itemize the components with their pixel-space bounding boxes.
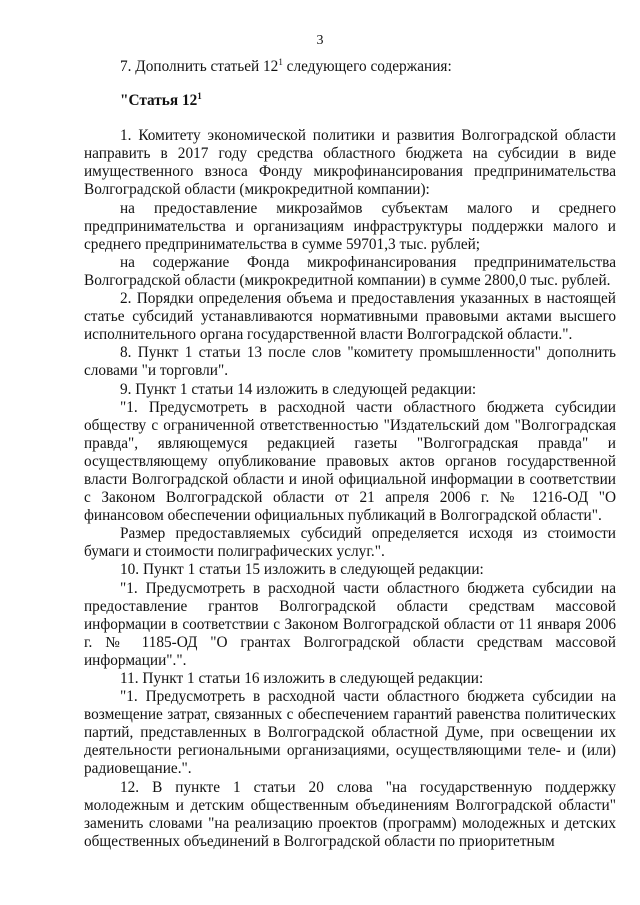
paragraph-item-12: 12. В пункте 1 статьи 20 слова "на государственную поддержку молодежным и детским общественным объединениям Волгоградской области" заменить словами "на реализацию проектов (программ) молодежных и детских общественных объединений в Волгоградской области по приоритетным — [84, 778, 616, 850]
paragraph-microloans: на предоставление микрозаймов субъектам малого и среднего предпринимательства и организациям инфраструктуры поддержки малого и среднего предпринимательства в сумме 59701,3 тыс. рублей; — [84, 199, 616, 253]
paragraph-item-10: 10. Пункт 1 статьи 15 изложить в следующей редакции: — [120, 561, 484, 579]
paragraph-item-10-text: "1. Предусмотреть в расходной части областного бюджета субсидии на предоставление грантов Волгоградской области средствам массовой информации в соответствии с Законом Волгоградской области от 11 января 2006 г. № 1185-ОД "О грантах Волгоградской области средствам массовой информации".". — [84, 579, 616, 669]
paragraph-item-11: 11. Пункт 1 статьи 16 изложить в следующей редакции: — [120, 670, 484, 687]
paragraph-item-9-text: "1. Предусмотреть в расходной части областного бюджета субсидии обществу с ограниченной ответственностью "Издательский дом "Волгоградская правда", являющемуся редакцией газеты "Волгоградская правда" и осуществляющему опубликование правовых актов органов государственной власти Волгоградской области и иной официальной информации в соответствии с Законом Волгоградской области от 21 апреля 2006 г. № 1216-ОД "О финансовом обеспечении официальных публикаций в Волгоградской области". — [84, 398, 616, 525]
paragraph-item-9-subsidy-size: Размер предоставляемых субсидий определяется исходя из стоимости бумаги и стоимости полиграфических услуг.". — [84, 525, 616, 561]
superscript: 1 — [197, 91, 202, 102]
paragraph-article-point-1: 1. Комитету экономической политики и развития Волгоградской области направить в 2017 году средства областного бюджета на субсидии в виде имущественного взноса Фонду микрофинансирования предпринимательства Волгоградской области (микрокредитной компании): — [84, 127, 616, 199]
article-title: "Статья $12^1$ — [120, 91, 202, 110]
paragraph-item-11-text: "1. Предусмотреть в расходной части областного бюджета субсидии на возмещение затрат, связанных с обеспечением гарантий равенства политических партий, представленных в Волгоградской областной Думе, при освещении их деятельности региональными организациями, осуществляющими теле- и (или) радиовещание.". — [84, 688, 616, 778]
document-body — [84, 58, 616, 851]
paragraph-article-point-2: 2. Порядки определения объема и предоставления указанных в настоящей статье субсидий устанавливаются нормативными правовыми актами высшего исполнительного органа государственной власти Волгоградской области.". — [84, 290, 616, 344]
paragraph-item-7: 7. Дополнить статьей $12^1$ следующего содержания: — [120, 57, 452, 75]
superscript: 1 — [278, 57, 283, 67]
page-number: 3 — [316, 33, 324, 48]
paragraph-item-9: 9. Пункт 1 статьи 14 изложить в следующей редакции: — [120, 380, 477, 398]
paragraph-fund-maintenance: на содержание Фонда микрофинансирования предпринимательства Волгоградской области (микрокредитной компании) в сумме 2800,0 тыс. рублей. — [84, 253, 616, 289]
paragraph-item-8: 8. Пункт 1 статьи 13 после слов "комитету промышленности" дополнить словами "и торговли". — [84, 344, 616, 380]
